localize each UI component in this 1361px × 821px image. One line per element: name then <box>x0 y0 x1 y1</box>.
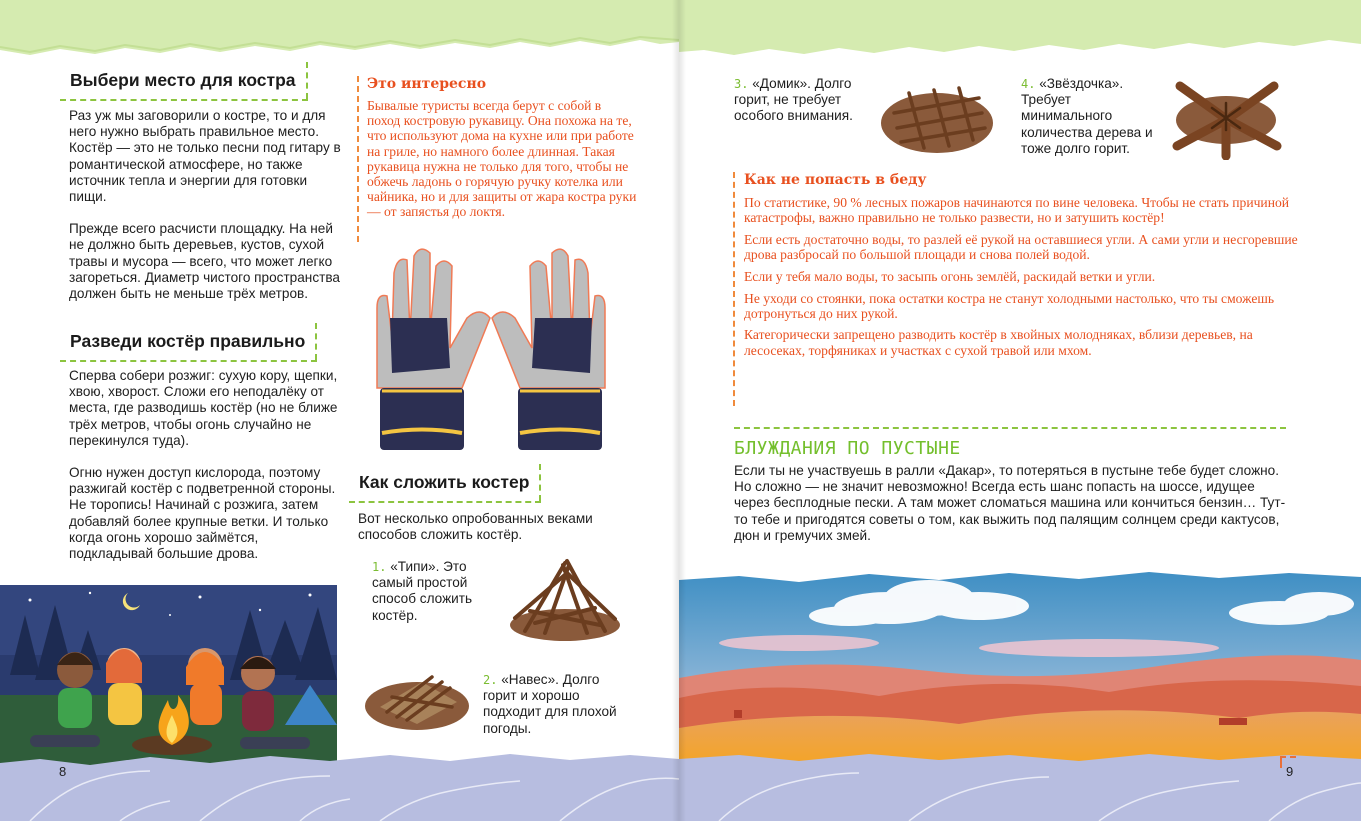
danger-item: Категорически запрещено разводить костёр в хвойных молодняках, вблизи деревьев, на лесосеках, торфяниках и участках с сухой травой или мхом. <box>744 327 1253 358</box>
campfire-night-illustration <box>0 585 337 775</box>
paragraph: Прежде всего расчисти площадку. На ней не должно быть деревьев, кустов, сухой травы и мусора — всего, что может легко загореться. Диаметр чистого пространства должен быть не меньше трёх метров. <box>69 221 340 302</box>
interesting-divider <box>357 76 359 242</box>
book-spine-shadow <box>672 0 686 821</box>
step-lean-to <box>483 672 623 737</box>
danger-item: Если есть достаточно воды, то разлей её рукой на оставшиеся угли. А сами угли и несгоревшие дрова разбросай по большой площади и снова полей водой. <box>744 231 1298 263</box>
step-teepee <box>372 559 507 624</box>
bottom-paper-band <box>679 751 1361 821</box>
build-intro: Вот несколько опробованных веками способов сложить костёр. <box>358 511 593 543</box>
interesting-text: Бывалые туристы всегда берут с собой в поход костровую рукавицу. Она похожа на те, что используют дома на кухне или при работе на гриле, но намного более длинная. Такая рукавица нужна не только для того, чтобы не обжечь ладонь о горячую ручку котелка или чайника, но и для защиты от жара костра руки — от запястья до локтя. <box>367 98 637 220</box>
step-number: 1. <box>372 560 387 574</box>
danger-item: Если у тебя мало воды, то засыпь огонь землёй, раскидай ветки и угли. <box>744 268 1156 284</box>
desert-text: Если ты не участвуешь в ралли «Дакар», то потеряться в пустыне тебе будет сложно. Но сложно — не значит невозможно! Всегда есть шанс попасть на шоссе, идущее через бесплодные пески. А там может сломаться машина или кончиться бензин… Тут-то тебе и пригодятся советы о том, как выжить под палящим солнцем среди кактусов, дюн и гремучих змей. <box>734 463 1286 543</box>
danger-title: Как не попасть в беду <box>744 172 927 188</box>
section-title-desert: БЛУЖДАНИЯ ПО ПУСТЫНЕ <box>734 438 961 459</box>
paragraph: Сперва собери розжиг: сухую кору, щепки, хвою, хворост. Сложи его неподалёку от места, где разводишь костёр (но не ближе трёх метров, чтобы огонь случайно не перекинулся туда). <box>69 368 338 448</box>
star-firewood-icon <box>1162 68 1290 160</box>
interesting-title: Это интересно <box>367 76 487 92</box>
step-star <box>1021 76 1161 157</box>
step-log-cabin <box>734 76 884 125</box>
heading-make-fire: Разведи костёр правильно <box>66 329 309 354</box>
step-number: 3. <box>734 77 749 91</box>
right-page <box>679 0 1361 821</box>
danger-item: Не уходи со стоянки, пока остатки костра не станут холодными настолько, что ты сможешь дотронуться до них рукой. <box>744 290 1275 321</box>
section-divider <box>734 427 1286 429</box>
log-cabin-firewood-icon <box>879 78 997 158</box>
page-number-left: 8 <box>59 764 67 779</box>
top-paper-band <box>0 0 679 62</box>
step-text: «Навес». Долго горит и хорошо подходит для плохой погоды. <box>483 672 617 736</box>
left-page <box>0 0 679 821</box>
bottom-paper-band <box>0 751 679 821</box>
top-paper-band <box>679 0 1361 62</box>
lean-to-firewood-icon <box>362 662 472 734</box>
step-text: «Домик». Долго горит, не требует особого внимания. <box>734 76 853 124</box>
paragraph: Раз уж мы заговорили о костре, то и для него нужно выбрать правильное место. Костёр — это не только песни под гитару в романтической атмосфере, но также источник тепла и энергии для готовки пищи. <box>69 108 341 205</box>
left-column-text-1 <box>69 108 341 318</box>
fire-gloves-illustration <box>352 248 630 453</box>
danger-list <box>744 195 1304 364</box>
left-column-text-2 <box>69 368 341 578</box>
step-text: «Звёздочка». Требует минимального количества дерева и тоже долго горит. <box>1021 76 1153 156</box>
paragraph: Огню нужен доступ кислорода, поэтому разжигай костёр с подветренной стороны. Не торопись! Начинай с розжига, затем добавляй более крупные ветки. И только когда огонь хорошо займётся, подкладывай большие дрова. <box>69 465 336 562</box>
step-number: 4. <box>1021 77 1036 91</box>
teepee-firewood-icon <box>505 553 623 643</box>
danger-divider <box>733 172 735 406</box>
step-text: «Типи». Это самый простой способ сложить костёр. <box>372 559 473 623</box>
step-number: 2. <box>483 673 498 687</box>
heading-choose-place: Выбери место для костра <box>66 68 300 93</box>
danger-item: По статистике, 90 % лесных пожаров начинаются по вине человека. Чтобы не стать причиной катастрофы, важно правильно не только развести, но и затушить костёр! <box>744 195 1290 226</box>
heading-how-to-build: Как сложить костер <box>355 470 533 495</box>
desert-landscape-illustration <box>679 568 1361 773</box>
page-number-right: 9 <box>1286 764 1294 779</box>
